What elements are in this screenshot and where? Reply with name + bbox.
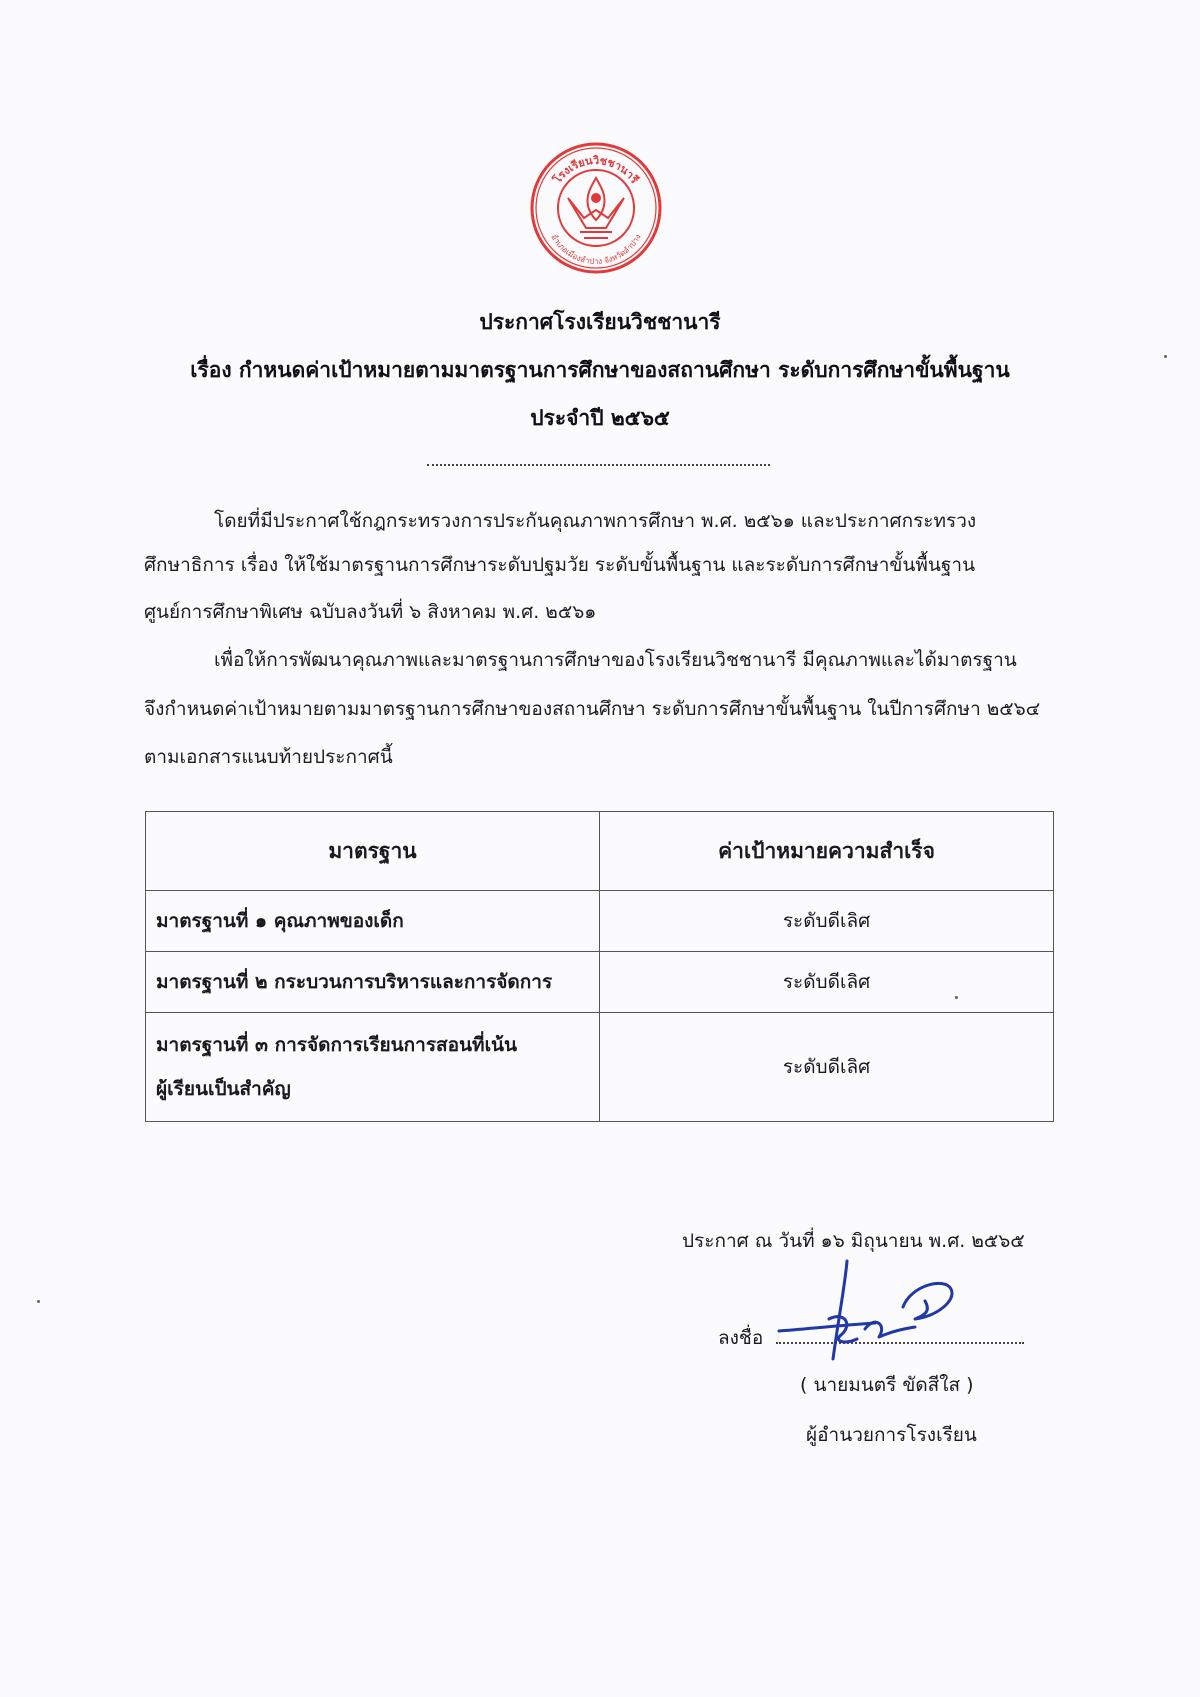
body-paragraph-1-line-3: ศูนย์การศึกษาพิเศษ ฉบับลงวันที่ ๖ สิงหาคม พ.ศ. ๒๕๖๑ (144, 601, 597, 623)
dotted-separator (427, 464, 770, 466)
standard-cell: มาตรฐานที่ ๑ คุณภาพของเด็ก (146, 891, 600, 952)
announcement-date: ประกาศ ณ วันที่ ๑๖ มิถุนายน พ.ศ. ๒๕๖๕ (682, 1230, 1025, 1252)
seal-top-text: โรงเรียนวิชชานารี (550, 153, 642, 186)
standard-cell (146, 1013, 600, 1122)
standard-cell: มาตรฐานที่ ๒ กระบวนการบริหารและการจัดการ (146, 952, 600, 1013)
announcement-subject: เรื่อง กำหนดค่าเป้าหมายตามมาตรฐานการศึกษาของสถานศึกษา ระดับการศึกษาขั้นพื้นฐาน (190, 358, 1010, 382)
header-target: ค่าเป้าหมายความสำเร็จ (600, 812, 1054, 891)
table-row (146, 1013, 1054, 1122)
signature-image (775, 1255, 975, 1365)
scan-speck (37, 1300, 40, 1303)
school-seal-logo (528, 140, 664, 276)
body-paragraph-1-line-2: ศึกษาธิการ เรื่อง ให้ใช้มาตรฐานการศึกษาระดับปฐมวัย ระดับขั้นพื้นฐาน และระดับการศึกษาขั้นพื้นฐาน (144, 554, 976, 576)
table-header-row (146, 812, 1054, 891)
target-cell: ระดับดีเลิศ (600, 1013, 1054, 1122)
standards-table (145, 811, 1054, 1122)
sign-label: ลงชื่อ (718, 1327, 764, 1349)
seal-bottom-text: อำเภอเมืองลำปาง จังหวัดลำปาง (549, 232, 643, 267)
body-paragraph-2-line-2: จึงกำหนดค่าเป้าหมายตามมาตรฐานการศึกษาของสถานศึกษา ระดับการศึกษาขั้นพื้นฐาน ในปีการศึกษา ๒๕๖๔ (144, 698, 1041, 720)
standard-line-2: ผู้เรียนเป็นสำคัญ (156, 1078, 291, 1100)
body-paragraph-2-line-3: ตามเอกสารแนบท้ายประกาศนี้ (144, 746, 393, 768)
signer-position: ผู้อำนวยการโรงเรียน (806, 1424, 977, 1446)
header-standard: มาตรฐาน (146, 812, 600, 891)
standard-line-1: มาตรฐานที่ ๓ การจัดการเรียนการสอนที่เน้น (156, 1034, 518, 1056)
signer-name: ( นายมนตรี ขัดสีใส ) (800, 1374, 974, 1396)
scan-speck (1164, 355, 1167, 358)
target-cell: ระดับดีเลิศ (600, 891, 1054, 952)
table-row (146, 952, 1054, 1013)
target-cell: ระดับดีเลิศ (600, 952, 1054, 1013)
scan-speck (955, 996, 958, 999)
body-paragraph-2: เพื่อให้การพัฒนาคุณภาพและมาตรฐานการศึกษาของโรงเรียนวิชชานารี มีคุณภาพและได้มาตรฐาน (214, 649, 1017, 671)
body-paragraph-1: โดยที่มีประกาศใช้กฎกระทรวงการประกันคุณภาพการศึกษา พ.ศ. ๒๕๖๑ และประกาศกระทรวง (214, 510, 977, 532)
announcement-title: ประกาศโรงเรียนวิชชานารี (479, 310, 721, 334)
table-row (146, 891, 1054, 952)
announcement-year: ประจำปี ๒๕๖๕ (530, 406, 670, 430)
